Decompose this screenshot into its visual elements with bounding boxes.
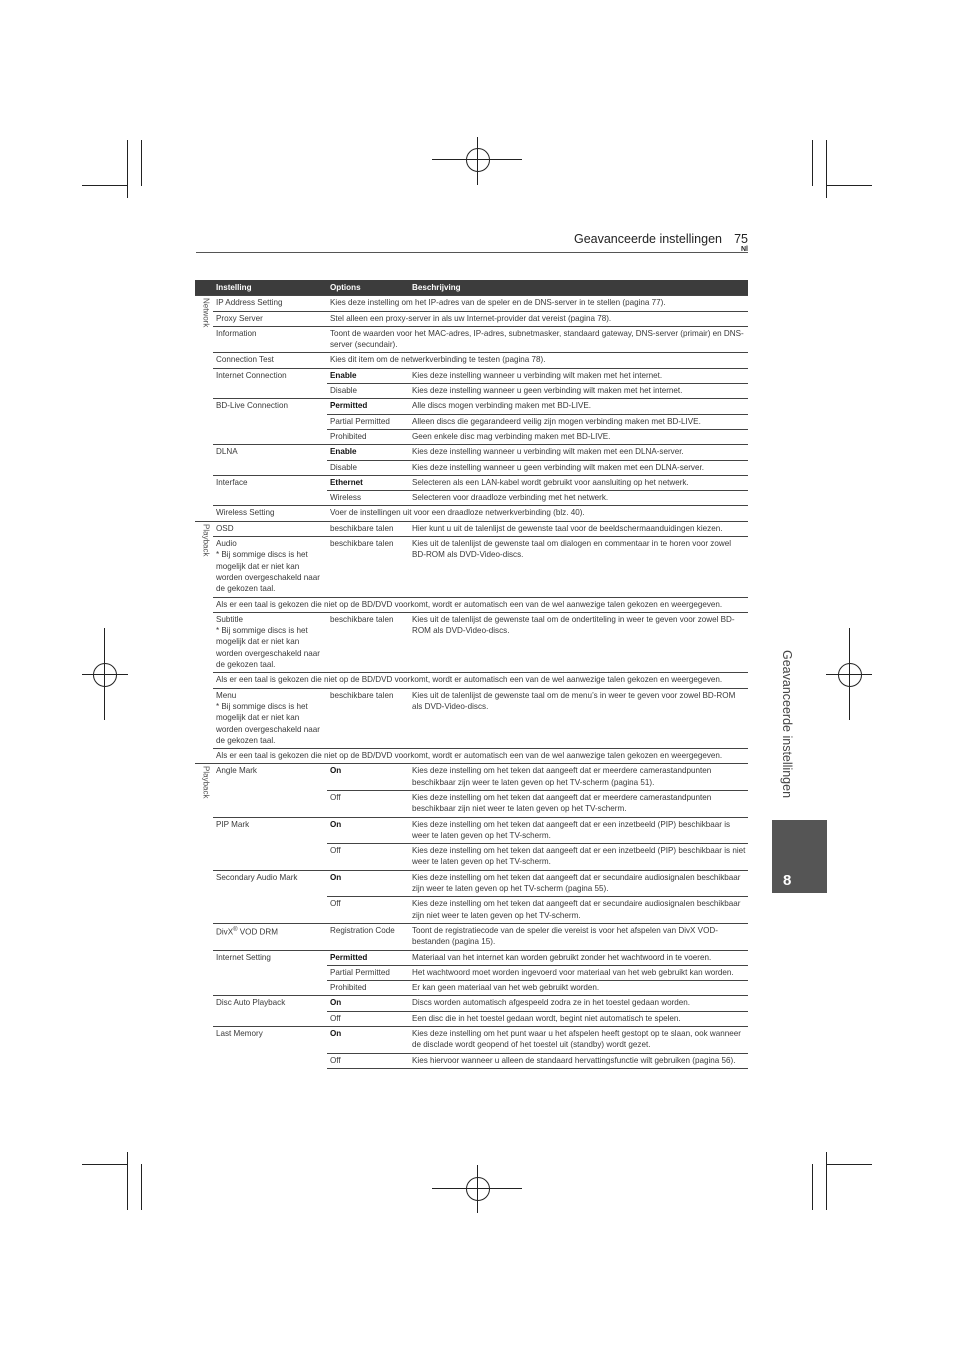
setting-note: * Bij sommige discs is het mogelijk dat er niet kan worden overgeschakeld naar de gekozen taal. (216, 701, 320, 745)
table-row (195, 475, 748, 490)
note-cell: Als er een taal is gekozen die niet op de BD/DVD voorkomt, wordt er automatisch een van de wel aanwezige talen gekozen en weergegeven. (213, 749, 748, 764)
table-row (195, 311, 748, 326)
language-code: Nl (741, 246, 748, 253)
option-cell: Registration Code (327, 923, 409, 950)
setting-cell (213, 399, 327, 445)
header-setting: Instelling (213, 280, 327, 296)
description-cell: Het wachtwoord moet worden ingevoerd voor materiaal van het web gebruikt kan worden. (409, 965, 748, 980)
description-cell: Kies deze instelling om het IP-adres van de speler en de DNS-server in te stellen (pagina 77). (327, 296, 748, 311)
table-row (195, 326, 748, 353)
header-description: Beschrijving (409, 280, 748, 296)
description-cell: Kies uit de talenlijst de gewenste taal om dialogen en commentaar in te horen voor zowel BD-ROM als DVD-Video-discs. (409, 537, 748, 597)
setting-cell (213, 368, 327, 399)
option-cell: Partial Permitted (327, 965, 409, 980)
option-cell: Permitted (327, 950, 409, 965)
option-cell: Enable (327, 445, 409, 460)
setting-name-suffix: VOD DRM (237, 927, 278, 937)
description-cell: Alle discs mogen verbinding maken met BD-LIVE. (409, 399, 748, 414)
setting-name: Subtitle (216, 614, 243, 624)
option-cell: beschikbare talen (327, 688, 409, 748)
description-cell: Materiaal van het internet kan worden gebruikt zonder het wachtwoord in te voeren. (409, 950, 748, 965)
option-cell: On (327, 870, 409, 897)
setting-name: OSD (216, 523, 234, 533)
setting-cell (213, 311, 327, 326)
option-cell: Off (327, 1011, 409, 1026)
table-row (195, 353, 748, 368)
setting-name: Disc Auto Playback (216, 998, 286, 1008)
option-cell: Off (327, 790, 409, 817)
side-section-label: Geavanceerde instellingen (780, 650, 794, 799)
setting-cell (213, 1027, 327, 1069)
description-cell: Stel alleen een proxy-server in als uw Internet-provider dat vereist (pagina 78). (327, 311, 748, 326)
setting-name: DLNA (216, 447, 238, 457)
table-row (195, 1027, 748, 1054)
setting-name: BD-Live Connection (216, 401, 288, 411)
description-cell: Kies deze instelling om het punt waar u het afspelen heeft gestopt op te slaan, ook wanneer de disclade wordt geopend of het toestel uit (standby) wordt gezet. (409, 1027, 748, 1054)
description-cell: Kies deze instelling om het teken dat aangeeft dat er meerdere camerastandpunten beschikbaar zijn weer te laten geven op het TV-scherm (pagina 51). (409, 764, 748, 791)
setting-cell (213, 764, 327, 817)
description-cell: Kies deze instelling wanneer u verbinding wilt maken met het internet. (409, 368, 748, 383)
group-playback-language (195, 521, 213, 764)
table-header-row (195, 280, 748, 296)
setting-name: Internet Setting (216, 952, 271, 962)
setting-note: * Bij sommige discs is het mogelijk dat er niet kan worden overgeschakeld naar de gekozen taal. (216, 626, 320, 670)
setting-name: Audio (216, 539, 237, 549)
description-cell: Toont de registratiecode van de speler die vereist is voor het afspelen van DivX VOD-bestanden (pagina 15). (409, 923, 748, 950)
table-row (195, 537, 748, 597)
option-cell: beschikbare talen (327, 537, 409, 597)
table-row (195, 764, 748, 791)
description-cell: Kies deze instelling om het teken dat aangeeft dat er secundaire audiosignalen beschikbaar zijn niet weer te laten geven op het TV-scherm. (409, 897, 748, 924)
table-row (195, 996, 748, 1011)
group-label: Network (201, 298, 211, 328)
option-cell: Enable (327, 368, 409, 383)
table-row (195, 399, 748, 414)
option-cell: On (327, 996, 409, 1011)
setting-name: Last Memory (216, 1029, 263, 1039)
description-cell: Selecteren voor draadloze verbinding met het netwerk. (409, 491, 748, 506)
setting-cell (213, 923, 327, 950)
chapter-tab (772, 820, 827, 893)
table-row (195, 597, 748, 612)
option-cell: Off (327, 844, 409, 871)
table-row (195, 688, 748, 748)
description-cell: Geen enkele disc mag verbinding maken met BD-LIVE. (409, 429, 748, 444)
setting-cell (213, 537, 327, 597)
table-row (195, 521, 748, 536)
setting-name: Angle Mark (216, 766, 257, 776)
table-row (195, 445, 748, 460)
settings-table (195, 280, 748, 1069)
option-cell: beschikbare talen (327, 521, 409, 536)
section-title: Geavanceerde instellingen (573, 232, 722, 246)
option-cell: Wireless (327, 491, 409, 506)
setting-cell (213, 353, 327, 368)
setting-cell (213, 612, 327, 672)
setting-cell (213, 296, 327, 311)
table-row (195, 612, 748, 672)
setting-name: Information (216, 328, 257, 338)
option-cell: Permitted (327, 399, 409, 414)
description-cell: Kies deze instelling om het teken dat aangeeft dat er secundaire audiosignalen beschikbaar zijn weer te laten geven op het TV-scherm (pagina 55). (409, 870, 748, 897)
setting-name: Internet Connection (216, 370, 287, 380)
description-cell: Kies deze instelling om het teken dat aangeeft dat er een inzetbeeld (PIP) beschikbaar is niet weer te laten geven op het TV-scherm. (409, 844, 748, 871)
description-cell: Een disc die in het toestel gedaan wordt, begint niet automatisch te spelen. (409, 1011, 748, 1026)
option-cell: Disable (327, 460, 409, 475)
option-cell: On (327, 817, 409, 844)
description-cell: Kies deze instelling wanneer u geen verbinding wilt maken met een DLNA-server. (409, 460, 748, 475)
page-header (196, 232, 748, 253)
description-cell: Toont de waarden voor het MAC-adres, IP-adres, subnetmasker, standaard gateway, DNS-server (primair) en DNS-server (secundair). (327, 326, 748, 353)
setting-cell (213, 870, 327, 923)
table-row (195, 950, 748, 965)
table-row (195, 506, 748, 521)
setting-cell (213, 521, 327, 536)
setting-cell (213, 950, 327, 996)
setting-name: Connection Test (216, 355, 274, 365)
group-label: Playback (201, 766, 211, 799)
note-cell: Als er een taal is gekozen die niet op de BD/DVD voorkomt, wordt er automatisch een van de wel aanwezige talen gekozen en weergegeven. (213, 673, 748, 688)
description-cell: Kies deze instelling om het teken dat aangeeft dat er een inzetbeeld (PIP) beschikbaar is weer te laten geven op het TV-scherm. (409, 817, 748, 844)
setting-cell (213, 326, 327, 353)
description-cell: Discs worden automatisch afgespeeld zodra ze in het toestel gedaan worden. (409, 996, 748, 1011)
description-cell: Kies dit item om de netwerkverbinding te testen (pagina 78). (327, 353, 748, 368)
description-cell: Hier kunt u uit de talenlijst de gewenste taal voor de beeldschermaanduidingen kiezen. (409, 521, 748, 536)
description-cell: Voer de instellingen uit voor een draadloze netwerkverbinding (blz. 40). (327, 506, 748, 521)
setting-cell (213, 506, 327, 521)
option-cell: On (327, 764, 409, 791)
table-row (195, 296, 748, 311)
setting-name: DivX (216, 927, 234, 937)
description-cell: Kies hiervoor wanneer u alleen de standaard hervattingsfunctie wilt gebruiken (pagina 56). (409, 1053, 748, 1068)
setting-cell (213, 445, 327, 476)
group-playback-display (195, 764, 213, 1069)
setting-name: Secondary Audio Mark (216, 872, 298, 882)
page-number: 75 (734, 232, 748, 246)
setting-name: Proxy Server (216, 313, 263, 323)
table-row (195, 817, 748, 844)
description-cell: Kies deze instelling wanneer u geen verbinding wilt maken met het internet. (409, 384, 748, 399)
description-cell: Kies deze instelling wanneer u verbinding wilt maken met een DLNA-server. (409, 445, 748, 460)
setting-name: IP Address Setting (216, 298, 283, 308)
option-cell: beschikbare talen (327, 612, 409, 672)
description-cell: Er kan geen materiaal van het web gebruikt worden. (409, 981, 748, 996)
setting-name: PIP Mark (216, 819, 250, 829)
header-blank (195, 280, 213, 296)
option-cell: Prohibited (327, 429, 409, 444)
setting-name: Interface (216, 477, 248, 487)
option-cell: Disable (327, 384, 409, 399)
setting-name: Menu (216, 690, 237, 700)
setting-name: Wireless Setting (216, 508, 275, 518)
option-cell: Partial Permitted (327, 414, 409, 429)
description-cell: Kies deze instelling om het teken dat aangeeft dat er meerdere camerastandpunten beschikbaar zijn niet weer te laten geven op het TV-scherm. (409, 790, 748, 817)
group-label: Playback (201, 523, 211, 557)
table-row (195, 749, 748, 764)
description-cell: Selecteren als een LAN-kabel wordt gebruikt voor aansluiting op het netwerk. (409, 475, 748, 490)
note-cell: Als er een taal is gekozen die niet op de BD/DVD voorkomt, wordt er automatisch een van de wel aanwezige talen gekozen en weergegeven. (213, 597, 748, 612)
option-cell: Off (327, 897, 409, 924)
table-row (195, 923, 748, 950)
option-cell: Prohibited (327, 981, 409, 996)
setting-cell (213, 996, 327, 1027)
option-cell: Ethernet (327, 475, 409, 490)
chapter-number: 8 (783, 872, 792, 889)
setting-cell (213, 817, 327, 870)
setting-cell (213, 475, 327, 506)
description-cell: Kies uit de talenlijst de gewenste taal om de menu’s in weer te geven voor zowel BD-ROM als DVD-Video-discs. (409, 688, 748, 748)
table-row (195, 368, 748, 383)
setting-cell (213, 688, 327, 748)
table-row (195, 870, 748, 897)
option-cell: Off (327, 1053, 409, 1068)
group-network (195, 296, 213, 521)
table-row (195, 673, 748, 688)
registered-mark: ® (233, 926, 238, 933)
setting-note: * Bij sommige discs is het mogelijk dat er niet kan worden overgeschakeld naar de gekozen taal. (216, 550, 320, 594)
header-options: Options (327, 280, 409, 296)
description-cell: Kies uit de talenlijst de gewenste taal om de ondertiteling in weer te geven voor zowel BD-ROM als DVD-Video-discs. (409, 612, 748, 672)
option-cell: On (327, 1027, 409, 1054)
description-cell: Alleen discs die gegarandeerd veilig zijn mogen verbinding maken met BD-LIVE. (409, 414, 748, 429)
